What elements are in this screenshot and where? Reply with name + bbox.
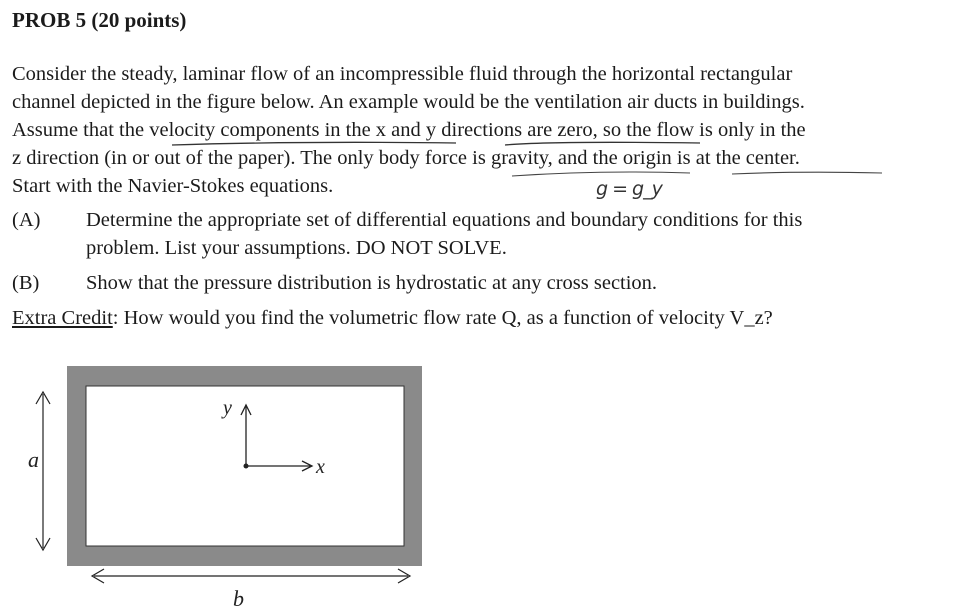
statement-line-1: Consider the steady, laminar flow of an incompressible fluid through the horizontal rectangular	[12, 63, 793, 85]
part-a	[12, 206, 40, 234]
extra-credit	[12, 304, 773, 332]
part-a-text-1: Determine the appropriate set of differential equations and boundary conditions for this	[86, 209, 803, 231]
part-a-label: (A)	[12, 209, 41, 231]
statement-line-5: Start with the Navier-Stokes equations.	[12, 175, 334, 197]
handwritten-underlines	[0, 0, 966, 230]
statement-line-4: z direction (in or out of the paper). The only body force is gravity, and the origin is at the center.	[12, 147, 800, 169]
part-b	[12, 269, 39, 297]
channel-figure	[0, 356, 966, 612]
y-axis-label: y	[223, 397, 232, 419]
origin-dot	[244, 464, 249, 469]
extra-credit-text: : How would you find the volumetric flow rate Q, as a function of velocity V_z?	[112, 307, 773, 329]
extra-credit-label: Extra Credit	[12, 307, 113, 329]
x-axis-label: x	[316, 456, 325, 478]
handwritten-note: g = g_y	[596, 178, 662, 200]
dimension-b-label: b	[233, 586, 244, 611]
part-a-text-2: problem. List your assumptions. DO NOT SOLVE.	[86, 237, 507, 259]
problem-title: PROB 5 (20 points)	[12, 8, 187, 32]
statement-line-3: Assume that the velocity components in the x and y directions are zero, so the flow is only in the	[12, 119, 806, 141]
statement-line-2: channel depicted in the figure below. An example would be the ventilation air ducts in buildings.	[12, 91, 805, 113]
dimension-a-label: a	[28, 447, 39, 472]
part-b-text: Show that the pressure distribution is hydrostatic at any cross section.	[86, 272, 658, 294]
part-b-label: (B)	[12, 272, 40, 294]
